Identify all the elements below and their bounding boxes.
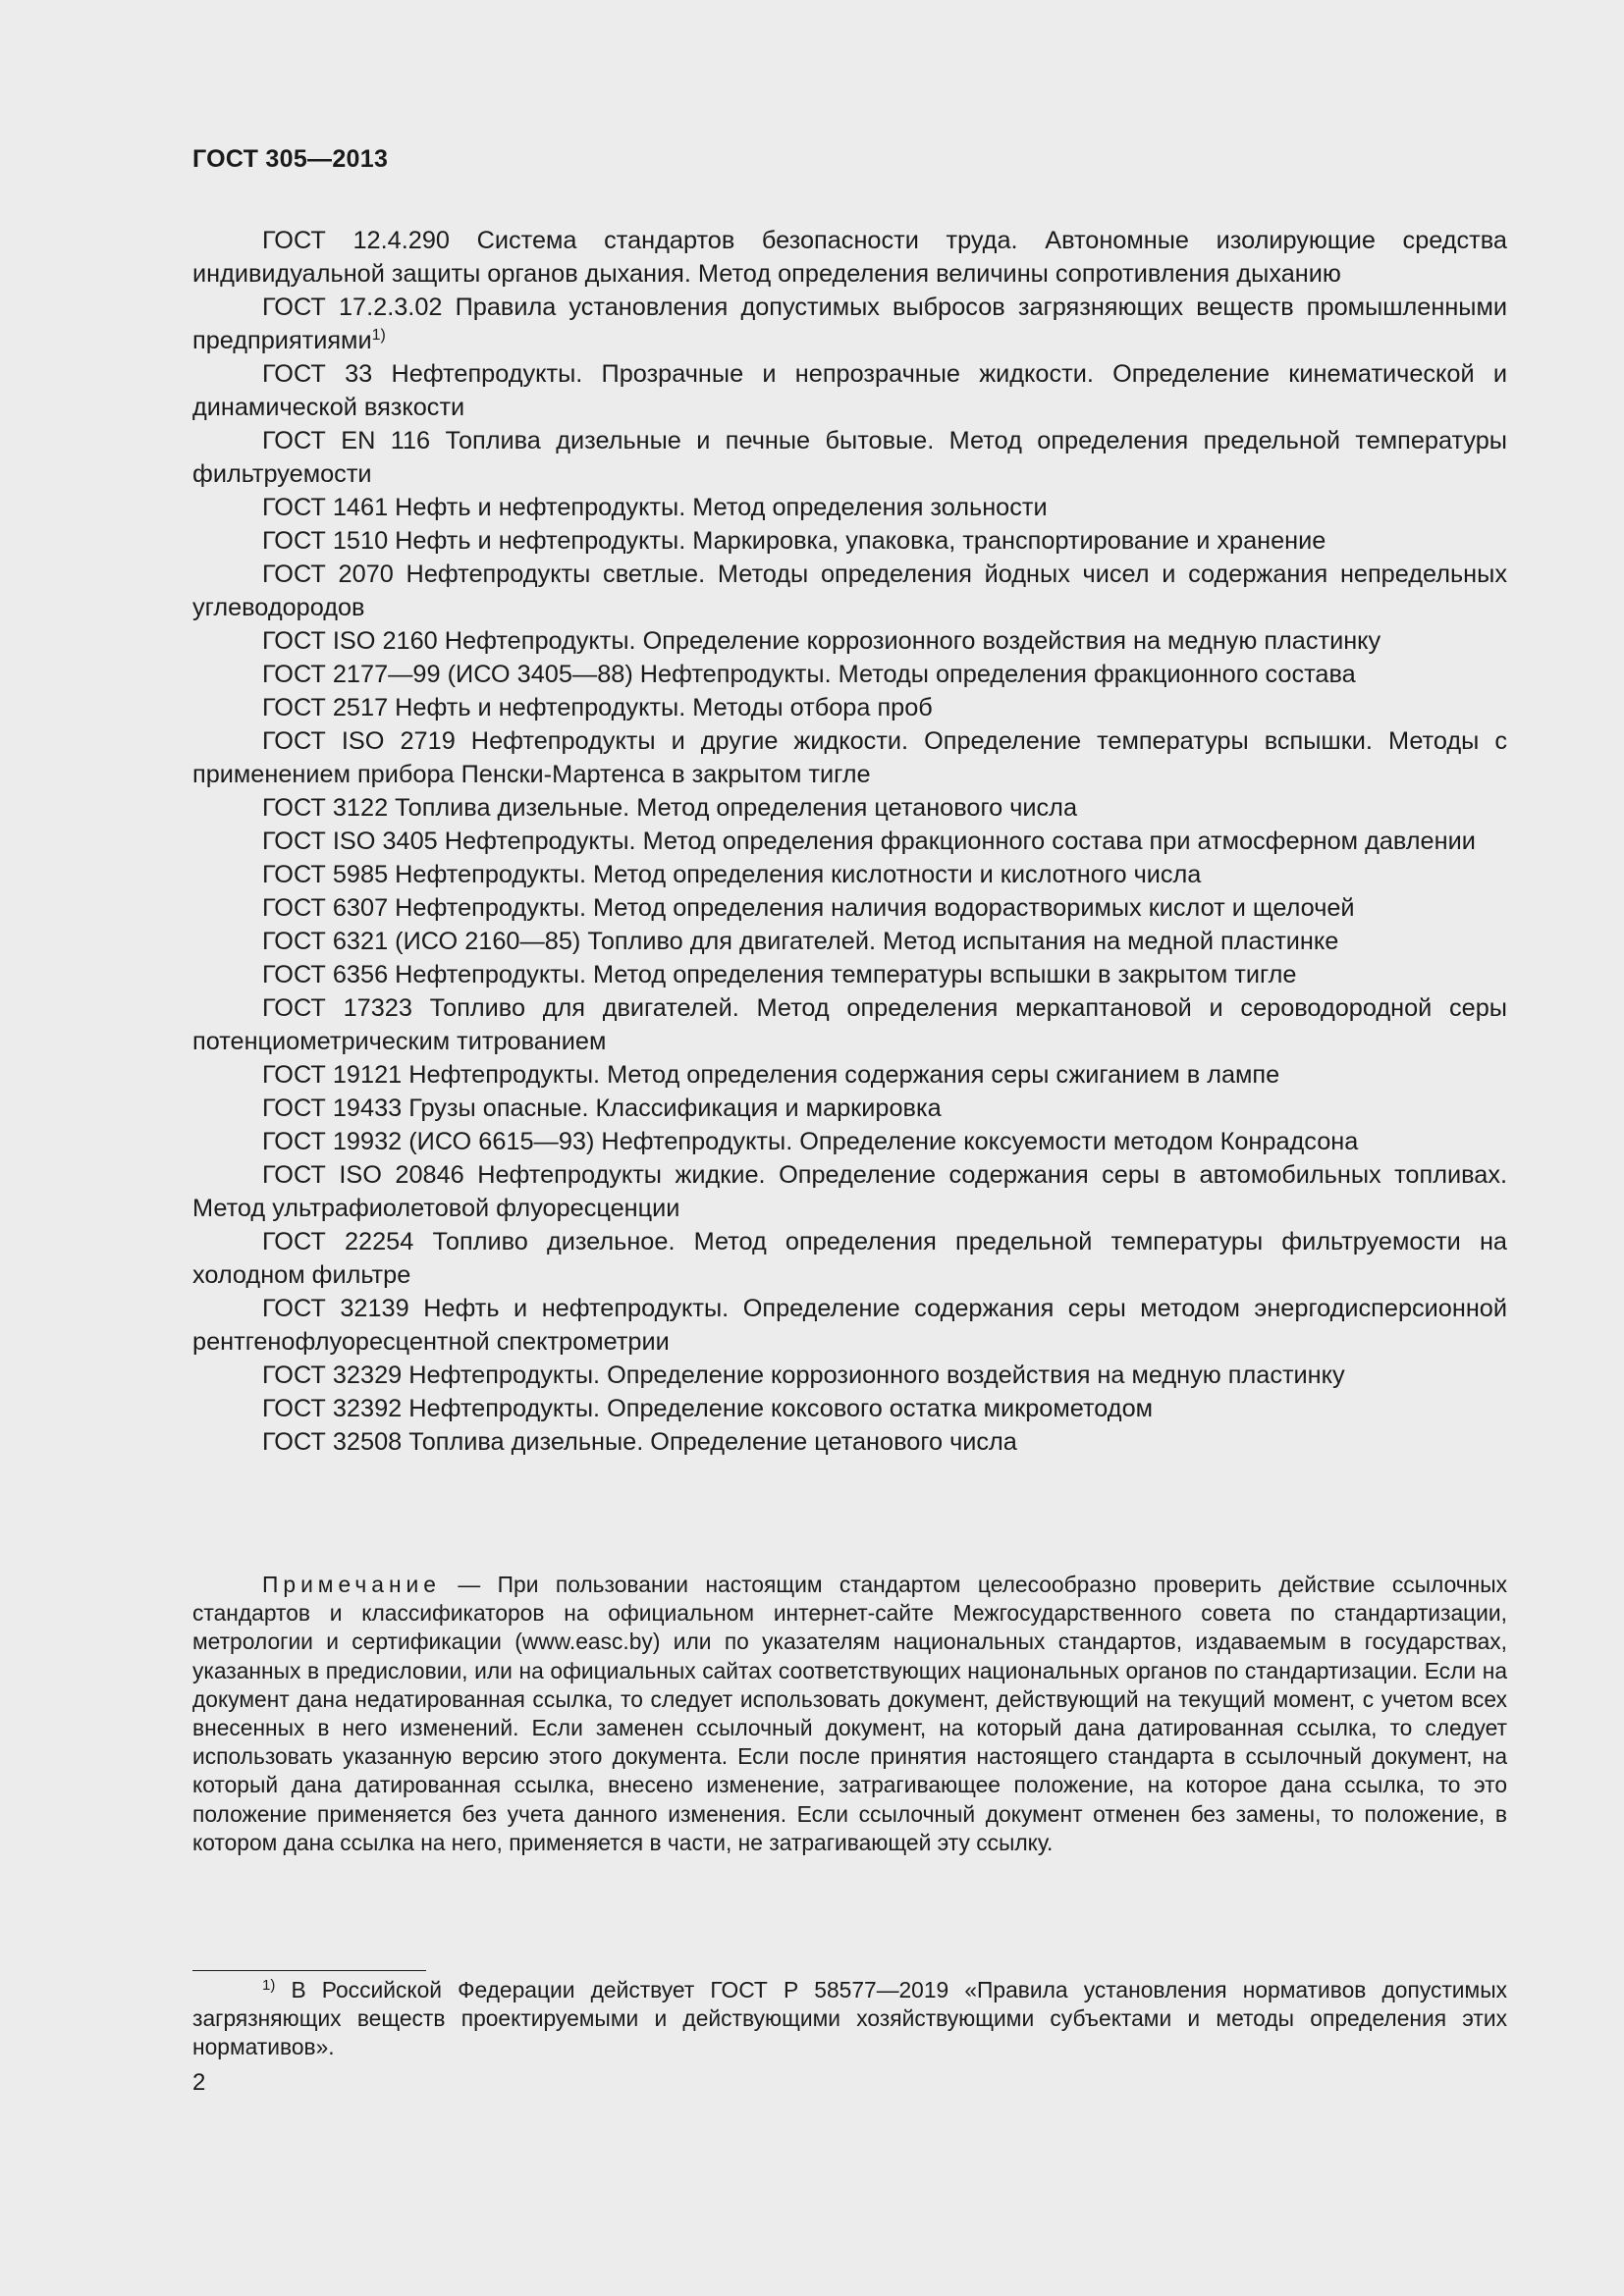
- reference-text: ГОСТ 32329 Нефтепродукты. Определение коррозионного воздействия на медную пластинку: [262, 1362, 1345, 1389]
- reference-item: [192, 991, 1507, 1058]
- note-text: При пользовании настоящим стандартом целесообразно проверить действие ссылочных стандартов и классификаторов на официальном интернет-сайте Межгосударственного совета по стандартизации, метрологии и сертификации (www.easc.by) или по указателям национальных стандартов, издаваемым в государствах, указанных в предисловии, или на официальных сайтах соответствующих национальных органов по стандартизации. Если на документ дана недатированная ссылка, то следует использовать документ, действующий на текущий момент, с учетом всех внесенных в него изменений. Если заменен ссылочный документ, на который дана датированная ссылка, то следует использовать указанную версию этого документа. Если после принятия настоящего стандарта в ссылочный документ, на который дана датированная ссылка, внесено изменение, затрагивающее положение, на которое дана ссылка, то это положение применяется без учета данного изменения. Если ссылочный документ отменен без замены, то положение, в котором дана ссылка на него, применяется в части, не затрагивающей эту ссылку.: [192, 1572, 1507, 1855]
- note-dash: —: [440, 1572, 498, 1597]
- footnote-marker: 1): [371, 327, 386, 344]
- reference-item: [192, 291, 1507, 357]
- reference-item: [192, 1092, 1507, 1125]
- reference-text: ГОСТ ISO 20846 Нефтепродукты жидкие. Определение содержания серы в автомобильных топливах. Метод ультрафиолетовой флуоресценции: [192, 1161, 1507, 1222]
- reference-text: ГОСТ 6356 Нефтепродукты. Метод определения температуры вспышки в закрытом тигле: [262, 961, 1297, 988]
- reference-text: ГОСТ EN 116 Топлива дизельные и печные бытовые. Метод определения предельной температуры фильтруемости: [192, 427, 1507, 488]
- reference-text: ГОСТ 19433 Грузы опасные. Классификация и маркировка: [262, 1095, 942, 1122]
- reference-item: [192, 624, 1507, 658]
- reference-item: [192, 925, 1507, 958]
- reference-text: ГОСТ 12.4.290 Система стандартов безопасности труда. Автономные изолирующие средства индивидуальной защиты органов дыхания. Метод определения величины сопротивления дыханию: [192, 227, 1507, 288]
- reference-text: ГОСТ 6307 Нефтепродукты. Метод определения наличия водорастворимых кислот и щелочей: [262, 894, 1355, 922]
- footnote: [192, 1976, 1507, 2062]
- reference-item: [192, 724, 1507, 791]
- reference-item: [192, 558, 1507, 624]
- reference-text: ГОСТ 32508 Топлива дизельные. Определение цетанового числа: [262, 1428, 1017, 1456]
- reference-item: [192, 224, 1507, 291]
- reference-item: [192, 424, 1507, 491]
- reference-item: [192, 658, 1507, 691]
- note-paragraph: [192, 1571, 1507, 1857]
- reference-item: [192, 858, 1507, 891]
- reference-text: ГОСТ 1510 Нефть и нефтепродукты. Маркировка, упаковка, транспортирование и хранение: [262, 527, 1326, 555]
- reference-item: [192, 958, 1507, 991]
- reference-item: [192, 1292, 1507, 1359]
- reference-item: [192, 791, 1507, 825]
- reference-text: ГОСТ 33 Нефтепродукты. Прозрачные и непрозрачные жидкости. Определение кинематической и динамической вязкости: [192, 360, 1507, 421]
- reference-text: ГОСТ 17.2.3.02 Правила установления допустимых выбросов загрязняющих веществ промышленными предприятиями: [192, 294, 1507, 354]
- reference-text: ГОСТ 1461 Нефть и нефтепродукты. Метод определения зольности: [262, 494, 1048, 521]
- reference-text: ГОСТ 19121 Нефтепродукты. Метод определения содержания серы сжиганием в лампе: [262, 1061, 1280, 1089]
- reference-text: ГОСТ 3122 Топлива дизельные. Метод определения цетанового числа: [262, 794, 1078, 822]
- reference-item: [192, 524, 1507, 558]
- reference-item: [192, 357, 1507, 424]
- reference-text: ГОСТ ISO 2719 Нефтепродукты и другие жидкости. Определение температуры вспышки. Методы с применением прибора Пенски-Мартенса в закрытом тигле: [192, 727, 1507, 788]
- reference-item: [192, 1225, 1507, 1292]
- reference-item: [192, 891, 1507, 925]
- normative-references-list: [192, 224, 1507, 1459]
- reference-text: ГОСТ 6321 (ИСО 2160—85) Топливо для двигателей. Метод испытания на медной пластинке: [262, 928, 1339, 955]
- note-label: Примечание: [262, 1572, 441, 1597]
- reference-text: ГОСТ ISO 3405 Нефтепродукты. Метод определения фракционного состава при атмосферном давлении: [262, 828, 1476, 855]
- document-designation: ГОСТ 305—2013: [192, 145, 389, 173]
- reference-item: [192, 825, 1507, 858]
- footnote-marker: 1): [262, 1977, 276, 1994]
- reference-item: [192, 1425, 1507, 1459]
- reference-item: [192, 691, 1507, 724]
- reference-text: ГОСТ 32392 Нефтепродукты. Определение коксового остатка микрометодом: [262, 1395, 1154, 1422]
- reference-item: [192, 1058, 1507, 1092]
- footnote-separator: [192, 1970, 426, 1971]
- reference-text: ГОСТ 17323 Топливо для двигателей. Метод определения меркаптановой и сероводородной серы потенциометрическим титрованием: [192, 994, 1507, 1055]
- reference-item: [192, 1125, 1507, 1158]
- reference-item: [192, 1158, 1507, 1225]
- reference-item: [192, 1392, 1507, 1425]
- reference-text: ГОСТ ISO 2160 Нефтепродукты. Определение коррозионного воздействия на медную пластинку: [262, 627, 1381, 655]
- page-number: 2: [192, 2069, 206, 2096]
- reference-text: ГОСТ 2070 Нефтепродукты светлые. Методы определения йодных чисел и содержания непредельных углеводородов: [192, 561, 1507, 621]
- reference-item: [192, 491, 1507, 524]
- reference-text: ГОСТ 19932 (ИСО 6615—93) Нефтепродукты. Определение коксуемости методом Конрадсона: [262, 1128, 1359, 1155]
- reference-text: ГОСТ 32139 Нефть и нефтепродукты. Определение содержания серы методом энергодисперсионной рентгенофлуоресцентной спектрометрии: [192, 1295, 1507, 1356]
- reference-text: ГОСТ 22254 Топливо дизельное. Метод определения предельной температуры фильтруемости на холодном фильтре: [192, 1228, 1507, 1289]
- footnote-text: В Российской Федерации действует ГОСТ Р 58577—2019 «Правила установления нормативов допустимых загрязняющих веществ проектируемыми и действующими хозяйствующими субъектами и методы определения этих нормативов».: [192, 1977, 1507, 2060]
- reference-text: ГОСТ 2177—99 (ИСО 3405—88) Нефтепродукты. Методы определения фракционного состава: [262, 661, 1356, 688]
- reference-item: [192, 1359, 1507, 1392]
- reference-text: ГОСТ 5985 Нефтепродукты. Метод определения кислотности и кислотного числа: [262, 861, 1202, 888]
- reference-text: ГОСТ 2517 Нефть и нефтепродукты. Методы отбора проб: [262, 694, 933, 721]
